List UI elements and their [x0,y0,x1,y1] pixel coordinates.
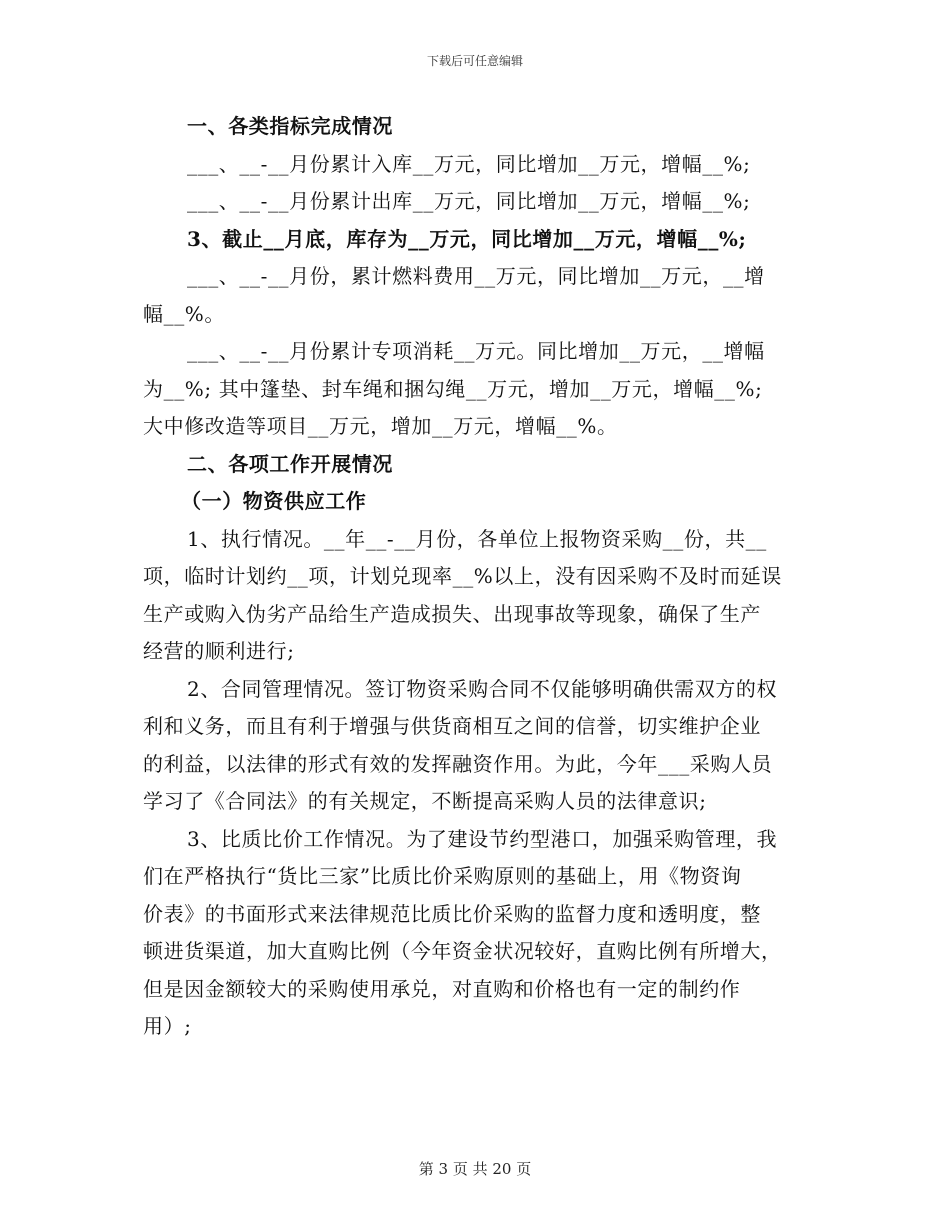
text-line: 但是因金额较大的采购使用承兑，对直购和价格也有一定的制约作 [143,976,741,1001]
text-line: 价表》的书面形式来法律规范比质比价采购的监督力度和透明度，整 [143,901,761,926]
text-line: 利和义务，而且有利于增强与供货商相互之间的信誉，切实维护企业 [143,714,761,738]
text-line: 学习了《合同法》的有关规定，不断提高采购人员的法律意识; [143,789,707,813]
text-line: 用）; [143,1014,192,1038]
text-line: 为__%; 其中篷垫、封车绳和捆勾绳__万元，增加__万元，增幅__%; [143,376,763,401]
text-line: 1、执行情况。__年__-__月份，各单位上报物资采购__份，共__ [187,526,767,551]
text-line: ___、__-__月份累计专项消耗__万元。同比增加__万元，__增幅 [187,339,765,363]
text-line: 们在严格执行“货比三家”比质比价采购原则的基础上，用《物资询 [143,864,742,888]
text-line: ___、__-__月份累计入库__万元，同比增加__万元，增幅__%; [187,151,751,176]
text-line-bold: 3、截止__月底，库存为__万元，同比增加__万元，增幅__%; [187,226,747,251]
page-footer: 第 3 页 共 20 页 [418,1160,532,1178]
text-line: ___、__-__月份累计出库__万元，同比增加__万元，增幅__%; [187,189,751,213]
text-line: 顿进货渠道，加大直购比例（今年资金状况较好，直购比例有所增大， [143,939,782,963]
text-line: 项，临时计划约__项，计划兑现率__%以上，没有因采购不及时而延误 [143,564,782,588]
text-line: 幅__%。 [143,301,226,326]
text-line: ___、__-__月份，累计燃料费用__万元，同比增加__万元，__增 [187,264,765,288]
text-line: 生产或购入伪劣产品给生产造成损失、出现事故等现象，确保了生产 [143,601,761,626]
text-line: 经营的顺利进行; [143,639,295,663]
text-line: 大中修改造等项目__万元，增加__万元，增幅__%。 [143,414,618,438]
section-title-1: 一、各类指标完成情况 [187,114,393,138]
section-title-2: 二、各项工作开展情况 [187,451,393,476]
page-header: 下载后可任意编辑 [426,54,523,68]
subsection-title: （一）物资供应工作 [181,489,367,513]
document-body [143,108,813,1046]
text-line: 2、合同管理情况。签订物资采购合同不仅能够明确供需双方的权 [187,676,778,701]
text-line: 的利益，以法律的形式有效的发挥融资作用。为此，今年___采购人员 [143,751,773,776]
text-line: 3、比质比价工作情况。为了建设节约型港口，加强采购管理，我 [187,826,778,851]
